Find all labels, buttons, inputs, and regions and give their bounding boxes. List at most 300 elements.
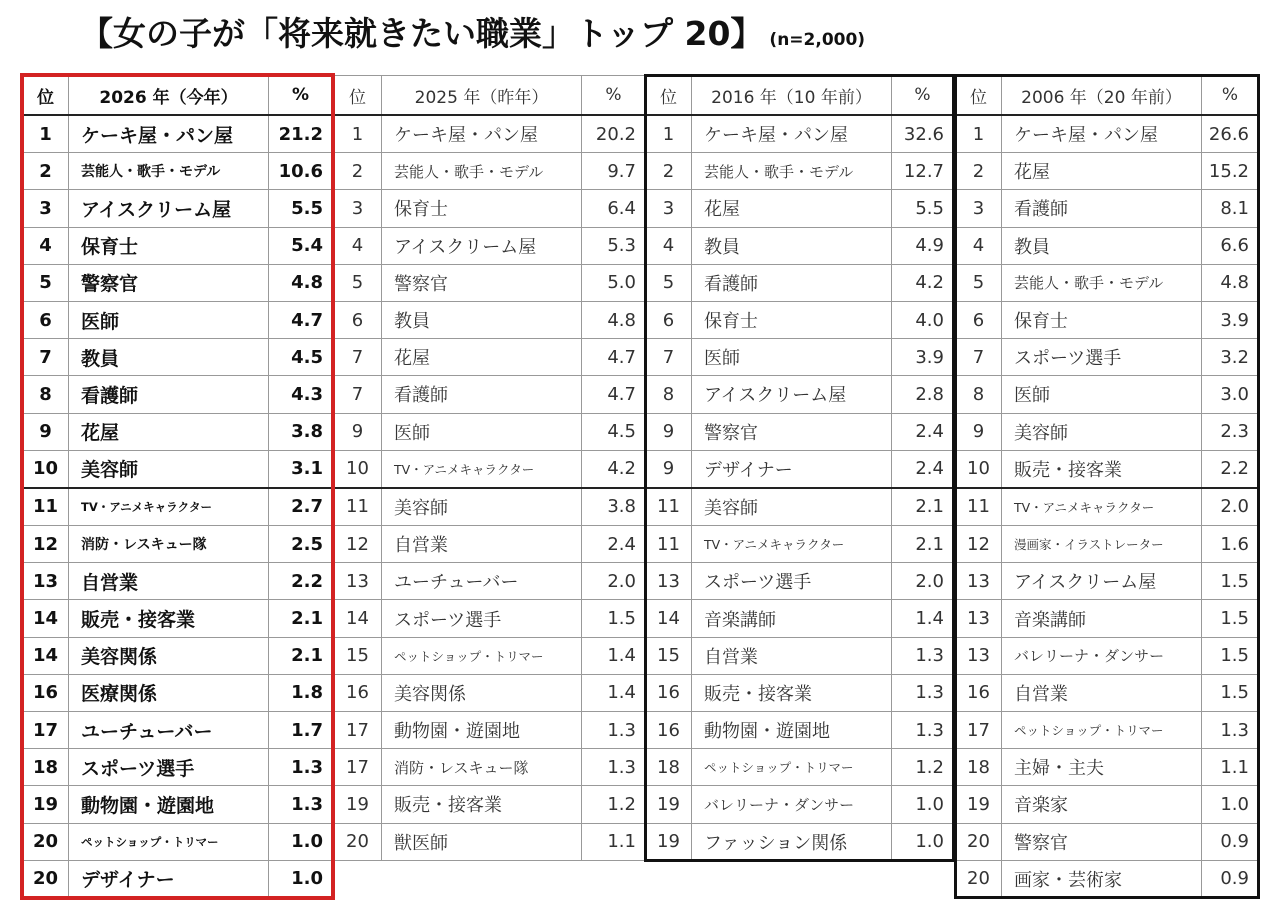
occupation-cell: バレリーナ・ダンサー (1002, 637, 1202, 674)
percent-cell: 3.9 (1202, 301, 1259, 338)
rank-cell: 6 (334, 301, 382, 338)
percent-cell: 4.8 (1202, 264, 1259, 301)
occupation-cell: 主婦・主夫 (1002, 749, 1202, 786)
rank-cell: 12 (23, 526, 69, 563)
table-row (334, 264, 646, 301)
rank-cell: 8 (956, 376, 1002, 413)
column-header-year: 2025 年（昨年） (382, 76, 582, 116)
percent-cell: 3.9 (892, 339, 954, 376)
column-header-percent: % (582, 76, 646, 116)
table-row (956, 264, 1259, 301)
percent-cell: 5.5 (269, 190, 333, 227)
rank-cell: 16 (23, 674, 69, 711)
rank-cell: 16 (646, 712, 692, 749)
percent-cell: 4.2 (582, 450, 646, 488)
rank-cell: 15 (334, 637, 382, 674)
rank-cell: 5 (956, 264, 1002, 301)
occupation-cell: 芸能人・歌手・モデル (692, 153, 892, 190)
table-row (23, 264, 333, 301)
table-row (646, 786, 954, 823)
percent-cell: 1.1 (1202, 749, 1259, 786)
table-row (23, 823, 333, 860)
occupation-cell: 警察官 (382, 264, 582, 301)
percent-cell: 6.4 (582, 190, 646, 227)
rank-cell: 9 (334, 413, 382, 450)
occupation-cell: 美容師 (382, 488, 582, 526)
rank-cell: 2 (334, 153, 382, 190)
percent-cell: 20.2 (582, 115, 646, 153)
occupation-cell: 美容関係 (69, 637, 269, 674)
percent-cell: 2.2 (1202, 450, 1259, 488)
table-row (646, 450, 954, 488)
percent-cell: 4.0 (892, 301, 954, 338)
percent-cell: 1.5 (1202, 563, 1259, 600)
percent-cell: 5.3 (582, 227, 646, 264)
table-row (334, 749, 646, 786)
occupation-cell: 保育士 (382, 190, 582, 227)
occupation-cell: 画家・芸術家 (1002, 860, 1202, 897)
percent-cell: 2.1 (892, 526, 954, 563)
table-header-row (334, 76, 646, 116)
percent-cell: 2.1 (892, 488, 954, 526)
occupation-cell: バレリーナ・ダンサー (692, 786, 892, 823)
table-row (334, 227, 646, 264)
rank-cell: 18 (646, 749, 692, 786)
percent-cell: 2.1 (269, 637, 333, 674)
rank-cell: 1 (23, 115, 69, 153)
occupation-cell: 芸能人・歌手・モデル (69, 153, 269, 190)
occupation-cell: 芸能人・歌手・モデル (382, 153, 582, 190)
ranking-table-2016 (645, 75, 954, 861)
occupation-cell: 保育士 (69, 227, 269, 264)
table-row (646, 712, 954, 749)
percent-cell: 2.0 (1202, 488, 1259, 526)
percent-cell: 1.8 (269, 674, 333, 711)
occupation-cell: 販売・接客業 (69, 600, 269, 637)
occupation-cell: 医師 (692, 339, 892, 376)
percent-cell: 1.0 (892, 823, 954, 860)
rank-cell: 14 (646, 600, 692, 637)
occupation-cell: 看護師 (1002, 190, 1202, 227)
table-row (646, 153, 954, 190)
rank-cell: 9 (646, 450, 692, 488)
rank-cell: 9 (646, 413, 692, 450)
rank-cell: 9 (23, 413, 69, 450)
rank-cell: 3 (956, 190, 1002, 227)
rank-cell: 7 (23, 339, 69, 376)
table-row (334, 376, 646, 413)
table-row (956, 413, 1259, 450)
table-row (334, 674, 646, 711)
table-row (334, 450, 646, 488)
title-main: 【女の子が「将来就きたい職業」トップ 20】 (80, 14, 764, 53)
table-row (646, 563, 954, 600)
percent-cell: 5.5 (892, 190, 954, 227)
percent-cell: 1.0 (892, 786, 954, 823)
percent-cell: 3.0 (1202, 376, 1259, 413)
occupation-cell: ファッション関係 (692, 823, 892, 860)
rank-cell: 18 (956, 749, 1002, 786)
percent-cell: 12.7 (892, 153, 954, 190)
percent-cell: 1.3 (582, 712, 646, 749)
rank-cell: 17 (334, 749, 382, 786)
table-row (646, 600, 954, 637)
rank-cell: 3 (334, 190, 382, 227)
percent-cell: 2.2 (269, 563, 333, 600)
percent-cell: 5.4 (269, 227, 333, 264)
occupation-cell: スポーツ選手 (1002, 339, 1202, 376)
column-header-rank: 位 (646, 76, 692, 116)
table-row (23, 413, 333, 450)
occupation-cell: 自営業 (692, 637, 892, 674)
table-row (23, 376, 333, 413)
occupation-cell: 獣医師 (382, 823, 582, 860)
percent-cell: 3.1 (269, 450, 333, 488)
table-row (334, 488, 646, 526)
table-row (956, 749, 1259, 786)
occupation-cell: アイスクリーム屋 (1002, 563, 1202, 600)
table-row (334, 413, 646, 450)
percent-cell: 2.4 (892, 450, 954, 488)
table-row (956, 450, 1259, 488)
rank-cell: 4 (956, 227, 1002, 264)
rank-cell: 13 (646, 563, 692, 600)
percent-cell: 3.8 (582, 488, 646, 526)
percent-cell: 1.5 (1202, 600, 1259, 637)
percent-cell: 32.6 (892, 115, 954, 153)
table-row (334, 339, 646, 376)
occupation-cell: 花屋 (692, 190, 892, 227)
occupation-cell: 花屋 (1002, 153, 1202, 190)
percent-cell: 1.0 (269, 823, 333, 860)
table-row (334, 712, 646, 749)
occupation-cell: ケーキ屋・パン屋 (382, 115, 582, 153)
percent-cell: 4.8 (582, 301, 646, 338)
table-row (334, 823, 646, 860)
rank-cell: 5 (646, 264, 692, 301)
occupation-cell: ユーチューバー (382, 563, 582, 600)
table-row (956, 115, 1259, 153)
rank-cell: 10 (23, 450, 69, 488)
occupation-cell: ペットショップ・トリマー (382, 637, 582, 674)
table-row (956, 600, 1259, 637)
title-sample-size: (n=2,000) (769, 30, 866, 50)
occupation-cell: 自営業 (69, 563, 269, 600)
table-header-row (646, 76, 954, 116)
rank-cell: 12 (956, 526, 1002, 563)
percent-cell: 2.5 (269, 526, 333, 563)
table-row (956, 190, 1259, 227)
table-row (23, 301, 333, 338)
rank-cell: 1 (956, 115, 1002, 153)
percent-cell: 4.5 (269, 339, 333, 376)
rank-cell: 19 (646, 823, 692, 860)
table-header-row (23, 76, 333, 116)
table-row (956, 674, 1259, 711)
table-row (334, 526, 646, 563)
rank-cell: 2 (23, 153, 69, 190)
rank-cell: 15 (646, 637, 692, 674)
percent-cell: 1.3 (892, 674, 954, 711)
occupation-cell: 漫画家・イラストレーター (1002, 526, 1202, 563)
occupation-cell: 看護師 (69, 376, 269, 413)
table-row (956, 301, 1259, 338)
table-row (956, 786, 1259, 823)
table-row (23, 450, 333, 488)
occupation-cell: 看護師 (692, 264, 892, 301)
rank-cell: 13 (956, 600, 1002, 637)
occupation-cell: TV・アニメキャラクター (692, 526, 892, 563)
rank-cell: 14 (23, 637, 69, 674)
rank-cell: 6 (23, 301, 69, 338)
percent-cell: 1.4 (582, 637, 646, 674)
column-header-rank: 位 (334, 76, 382, 116)
rank-cell: 20 (23, 823, 69, 860)
occupation-cell: ペットショップ・トリマー (1002, 712, 1202, 749)
percent-cell: 15.2 (1202, 153, 1259, 190)
table-row (956, 712, 1259, 749)
rank-cell: 3 (23, 190, 69, 227)
rank-cell: 1 (334, 115, 382, 153)
percent-cell: 1.3 (269, 749, 333, 786)
occupation-cell: 医師 (1002, 376, 1202, 413)
table-row (646, 301, 954, 338)
table-row (23, 190, 333, 227)
table-row (334, 190, 646, 227)
table-row (23, 339, 333, 376)
table-row (23, 674, 333, 711)
percent-cell: 2.0 (582, 563, 646, 600)
rank-cell: 3 (646, 190, 692, 227)
table-row (956, 488, 1259, 526)
occupation-cell: ペットショップ・トリマー (692, 749, 892, 786)
rank-cell: 13 (956, 563, 1002, 600)
table-row (646, 749, 954, 786)
column-header-year: 2016 年（10 年前） (692, 76, 892, 116)
rank-cell: 17 (23, 712, 69, 749)
percent-cell: 1.3 (892, 637, 954, 674)
occupation-cell: 保育士 (1002, 301, 1202, 338)
percent-cell: 10.6 (269, 153, 333, 190)
percent-cell: 4.9 (892, 227, 954, 264)
percent-cell: 9.7 (582, 153, 646, 190)
occupation-cell: 美容師 (692, 488, 892, 526)
rank-cell: 9 (956, 413, 1002, 450)
column-header-rank: 位 (23, 76, 69, 116)
table-row (956, 563, 1259, 600)
percent-cell: 1.4 (582, 674, 646, 711)
occupation-cell: 美容師 (69, 450, 269, 488)
percent-cell: 1.6 (1202, 526, 1259, 563)
occupation-cell: デザイナー (692, 450, 892, 488)
ranking-table-2006 (955, 75, 1259, 898)
percent-cell: 1.2 (892, 749, 954, 786)
percent-cell: 1.7 (269, 712, 333, 749)
occupation-cell: 芸能人・歌手・モデル (1002, 264, 1202, 301)
table-row (334, 115, 646, 153)
rank-cell: 16 (334, 674, 382, 711)
table-row (646, 488, 954, 526)
table-row (956, 339, 1259, 376)
percent-cell: 6.6 (1202, 227, 1259, 264)
rank-cell: 14 (334, 600, 382, 637)
percent-cell: 1.3 (892, 712, 954, 749)
rank-cell: 13 (956, 637, 1002, 674)
occupation-cell: ケーキ屋・パン屋 (69, 115, 269, 153)
occupation-cell: スポーツ選手 (69, 749, 269, 786)
table-row (334, 301, 646, 338)
occupation-cell: TV・アニメキャラクター (1002, 488, 1202, 526)
percent-cell: 4.3 (269, 376, 333, 413)
percent-cell: 26.6 (1202, 115, 1259, 153)
rank-cell: 17 (334, 712, 382, 749)
percent-cell: 2.0 (892, 563, 954, 600)
occupation-cell: 教員 (69, 339, 269, 376)
table-row (334, 786, 646, 823)
occupation-cell: デザイナー (69, 860, 269, 897)
table-row (23, 227, 333, 264)
percent-cell: 1.2 (582, 786, 646, 823)
occupation-cell: ペットショップ・トリマー (69, 823, 269, 860)
percent-cell: 0.9 (1202, 823, 1259, 860)
rank-cell: 6 (956, 301, 1002, 338)
table-row (956, 376, 1259, 413)
table-row (23, 153, 333, 190)
column-header-percent: % (892, 76, 954, 116)
page-title (80, 8, 865, 66)
occupation-cell: アイスクリーム屋 (382, 227, 582, 264)
percent-cell: 4.8 (269, 264, 333, 301)
rank-cell: 10 (956, 450, 1002, 488)
rank-cell: 14 (23, 600, 69, 637)
table-row (23, 563, 333, 600)
percent-cell: 1.0 (1202, 786, 1259, 823)
occupation-cell: 販売・接客業 (692, 674, 892, 711)
occupation-cell: TV・アニメキャラクター (382, 450, 582, 488)
occupation-cell: 自営業 (1002, 674, 1202, 711)
percent-cell: 1.1 (582, 823, 646, 860)
rank-cell: 1 (646, 115, 692, 153)
table-row (23, 488, 333, 526)
occupation-cell: 動物園・遊園地 (69, 786, 269, 823)
percent-cell: 2.1 (269, 600, 333, 637)
table-row (956, 153, 1259, 190)
column-header-percent: % (269, 76, 333, 116)
occupation-cell: 動物園・遊園地 (692, 712, 892, 749)
column-header-percent: % (1202, 76, 1259, 116)
rank-cell: 8 (646, 376, 692, 413)
percent-cell: 4.2 (892, 264, 954, 301)
table-row (334, 563, 646, 600)
table-row (23, 526, 333, 563)
percent-cell: 4.5 (582, 413, 646, 450)
rank-cell: 11 (646, 488, 692, 526)
percent-cell: 1.5 (1202, 637, 1259, 674)
rank-cell: 20 (334, 823, 382, 860)
percent-cell: 3.2 (1202, 339, 1259, 376)
rank-cell: 5 (334, 264, 382, 301)
rank-cell: 2 (956, 153, 1002, 190)
table-row (646, 115, 954, 153)
occupation-cell: 販売・接客業 (382, 786, 582, 823)
table-row (956, 227, 1259, 264)
rank-cell: 19 (646, 786, 692, 823)
table-row (334, 153, 646, 190)
rank-cell: 2 (646, 153, 692, 190)
table-row (334, 637, 646, 674)
occupation-cell: アイスクリーム屋 (69, 190, 269, 227)
ranking-table-2026 (22, 75, 333, 898)
percent-cell: 1.0 (269, 860, 333, 897)
rank-cell: 16 (646, 674, 692, 711)
rank-cell: 20 (23, 860, 69, 897)
table-row (646, 413, 954, 450)
occupation-cell: 音楽家 (1002, 786, 1202, 823)
table-row (23, 115, 333, 153)
table-row (956, 637, 1259, 674)
rank-cell: 4 (334, 227, 382, 264)
occupation-cell: ユーチューバー (69, 712, 269, 749)
table-row (646, 823, 954, 860)
occupation-cell: 消防・レスキュー隊 (382, 749, 582, 786)
rank-cell: 6 (646, 301, 692, 338)
percent-cell: 21.2 (269, 115, 333, 153)
rank-cell: 4 (23, 227, 69, 264)
rank-cell: 7 (646, 339, 692, 376)
rank-cell: 11 (334, 488, 382, 526)
table-row (646, 339, 954, 376)
occupation-cell: 医師 (69, 301, 269, 338)
occupation-cell: 教員 (692, 227, 892, 264)
percent-cell: 8.1 (1202, 190, 1259, 227)
table-row (956, 526, 1259, 563)
table-row (23, 860, 333, 897)
occupation-cell: ケーキ屋・パン屋 (1002, 115, 1202, 153)
percent-cell: 4.7 (582, 376, 646, 413)
table-row (23, 712, 333, 749)
percent-cell: 1.3 (269, 786, 333, 823)
occupation-cell: TV・アニメキャラクター (69, 488, 269, 526)
occupation-cell: 医師 (382, 413, 582, 450)
rank-cell: 12 (334, 526, 382, 563)
ranking-table-2025 (333, 75, 646, 861)
percent-cell: 1.3 (582, 749, 646, 786)
table-row (23, 749, 333, 786)
table-row (956, 860, 1259, 897)
percent-cell: 5.0 (582, 264, 646, 301)
table-row (646, 526, 954, 563)
occupation-cell: 美容師 (1002, 413, 1202, 450)
occupation-cell: 警察官 (1002, 823, 1202, 860)
table-row (23, 786, 333, 823)
occupation-cell: 医療関係 (69, 674, 269, 711)
rank-cell: 19 (956, 786, 1002, 823)
rank-cell: 5 (23, 264, 69, 301)
percent-cell: 2.7 (269, 488, 333, 526)
percent-cell: 4.7 (582, 339, 646, 376)
rank-cell: 18 (23, 749, 69, 786)
table-row (646, 376, 954, 413)
occupation-cell: 美容関係 (382, 674, 582, 711)
occupation-cell: スポーツ選手 (692, 563, 892, 600)
table-row (646, 227, 954, 264)
table-header-row (956, 76, 1259, 116)
rank-cell: 7 (334, 339, 382, 376)
rank-cell: 7 (334, 376, 382, 413)
occupation-cell: ケーキ屋・パン屋 (692, 115, 892, 153)
percent-cell: 2.4 (582, 526, 646, 563)
rank-cell: 19 (334, 786, 382, 823)
